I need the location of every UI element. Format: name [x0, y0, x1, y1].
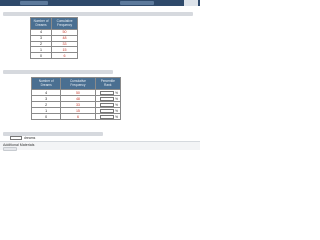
table-cell: 0: [32, 114, 61, 120]
table-cell: 0: [31, 53, 52, 59]
table-cell: 15: [61, 108, 95, 114]
table-cell: 2: [32, 102, 61, 108]
part-c-answer: [10, 136, 35, 140]
column-header: Cumulative Frequency: [61, 78, 95, 90]
part-c-input[interactable]: [10, 136, 22, 140]
part-c-unit: dreams: [24, 136, 36, 140]
table-cell: 4: [31, 30, 52, 36]
header-button[interactable]: [184, 0, 198, 6]
cumulative-frequency-table: [30, 17, 78, 59]
column-header: Cumulative Frequency: [52, 18, 78, 30]
percent-sign: %: [115, 102, 118, 107]
percentile-input[interactable]: [100, 115, 114, 119]
table-cell: 50: [61, 90, 95, 96]
table-cell: 3: [31, 35, 52, 41]
percentile-cell: [95, 114, 120, 120]
percentile-input[interactable]: [100, 91, 114, 95]
header-text-blurred: [120, 1, 154, 5]
percentile-input[interactable]: [100, 103, 114, 107]
table-cell: 33: [61, 102, 95, 108]
additional-materials-bar: [0, 141, 200, 150]
column-header: Number of Dreams: [32, 78, 61, 90]
header-text-blurred: [20, 1, 48, 5]
percent-sign: %: [115, 90, 118, 95]
column-header: Percentile Rank: [95, 78, 120, 90]
table-cell: 6: [61, 114, 95, 120]
materials-item[interactable]: [3, 147, 17, 151]
percentile-input[interactable]: [100, 97, 114, 101]
table-cell: 15: [52, 47, 78, 53]
table-row: [32, 114, 121, 120]
table-cell: 4: [32, 90, 61, 96]
part-b-text-blurred: [3, 70, 113, 74]
table-row: [31, 53, 78, 59]
percentile-rank-table: [31, 77, 121, 120]
table-cell: 3: [32, 96, 61, 102]
percent-sign: %: [115, 114, 118, 119]
top-bar: [0, 0, 200, 6]
additional-materials-label: Additional Materials: [3, 143, 35, 147]
table-cell: 48: [52, 35, 78, 41]
table-cell: 48: [61, 96, 95, 102]
column-header: Number of Dreams: [31, 18, 52, 30]
question-text-blurred: [3, 12, 193, 16]
percentile-input[interactable]: [100, 109, 114, 113]
table-cell: 2: [31, 41, 52, 47]
table-cell: 50: [52, 30, 78, 36]
table-cell: 1: [31, 47, 52, 53]
table-cell: 1: [32, 108, 61, 114]
percent-sign: %: [115, 108, 118, 113]
percent-sign: %: [115, 96, 118, 101]
table-cell: 33: [52, 41, 78, 47]
table-cell: 6: [52, 53, 78, 59]
